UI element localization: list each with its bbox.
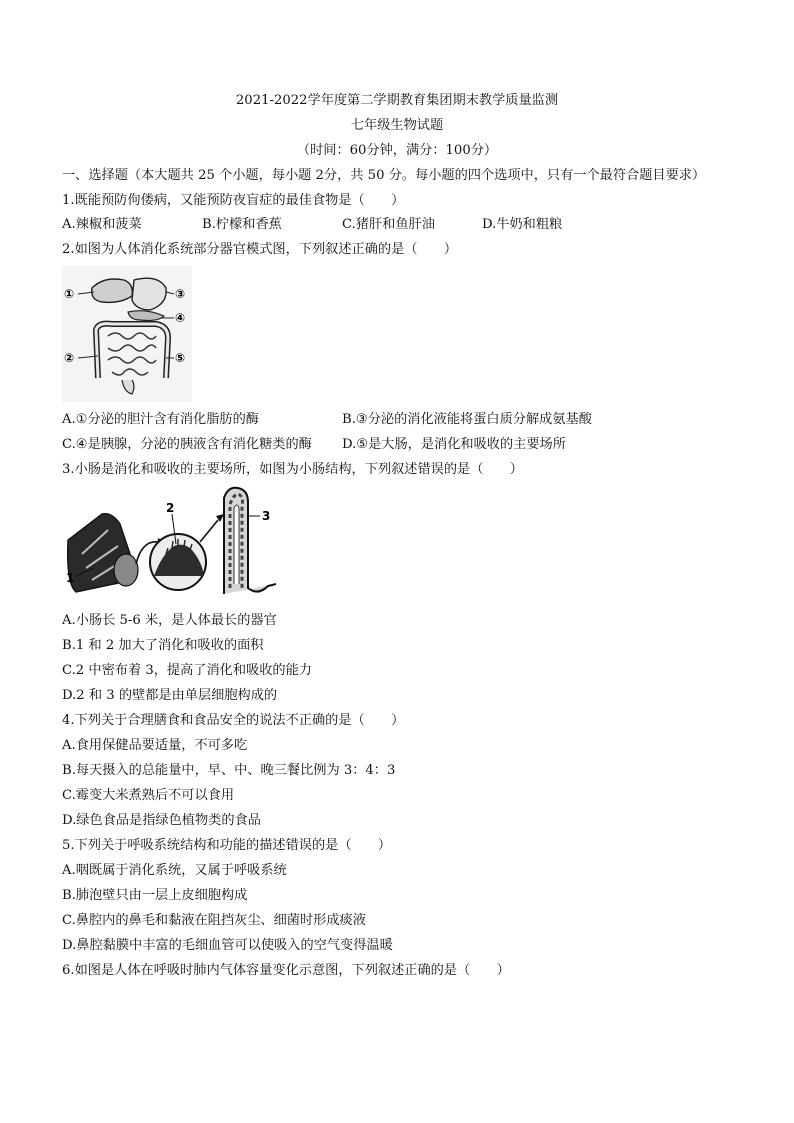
q3-option-b: B.1 和 2 加大了消化和吸收的面积 <box>62 638 264 653</box>
figure-label-2: 2 <box>166 501 175 515</box>
q2-option-b: B.③分泌的消化液能将蛋白质分解成氨基酸 <box>342 412 592 427</box>
q1-stem: 1.既能预防佝偻病，又能预防夜盲症的最佳食物是（ ） <box>62 193 405 208</box>
arrow-to-villus <box>200 520 218 542</box>
q1-option-d: D.牛奶和粗粮 <box>482 217 563 232</box>
q4-option-c: C.霉变大米煮熟后不可以食用 <box>62 788 235 803</box>
q2-option-a: A.①分泌的胆汁含有消化脂肪的酶 <box>62 412 259 427</box>
q5-option-d: D.鼻腔黏膜中丰富的毛细血管可以使吸入的空气变得温暖 <box>62 938 393 953</box>
figure-label-1: 1 <box>66 571 75 585</box>
intestine-opening <box>114 554 138 586</box>
lacteal <box>234 505 239 584</box>
q6-stem: 6.如图是人体在呼吸时肺内气体容量变化示意图，下列叙述正确的是（ ） <box>62 963 510 978</box>
figure-label-3: 3 <box>262 509 271 523</box>
q2-option-d: D.⑤是大肠，是消化和吸收的主要场所 <box>342 437 566 452</box>
exam-title: 2021-2022学年度第二学期教育集团期末教学质量监测 <box>235 93 559 108</box>
q3-option-a: A.小肠长 5-6 米，是人体最长的器官 <box>62 613 277 628</box>
q2-option-c: C.④是胰腺，分泌的胰液含有消化糖类的酶 <box>62 437 312 452</box>
q5-option-b: B.肺泡壁只由一层上皮细胞构成 <box>62 888 248 903</box>
q4-option-d: D.绿色食品是指绿色植物类的食品 <box>62 813 261 828</box>
figure-label-3: ③ <box>175 287 186 301</box>
figure-label-4: ④ <box>175 311 186 325</box>
q5-stem: 5.下列关于呼吸系统结构和功能的描述错误的是（ ） <box>62 838 392 853</box>
q5-option-c: C.鼻腔内的鼻毛和黏液在阻挡灰尘、细菌时形成痰液 <box>62 913 366 928</box>
q4-stem: 4.下列关于合理膳食和食品安全的说法不正确的是（ ） <box>62 713 405 728</box>
q3-option-c: C.2 中密布着 3，提高了消化和吸收的能力 <box>62 663 312 678</box>
q1-option-b: B.柠檬和香蕉 <box>202 217 282 232</box>
q1-option-c: C.猪肝和鱼肝油 <box>342 217 435 232</box>
figure-label-1: ① <box>64 287 75 301</box>
exam-subtitle: 七年级生物试题 <box>350 118 444 133</box>
q5-option-a: A.咽既属于消化系统，又属于呼吸系统 <box>62 863 287 878</box>
villus-structure <box>224 488 276 594</box>
q2-stem: 2.如图为人体消化系统部分器官模式图，下列叙述正确的是（ ） <box>62 242 458 257</box>
q4-option-a: A.食用保健品要适量，不可多吃 <box>62 738 248 753</box>
digestive-system-figure <box>62 266 192 402</box>
q4-option-b: B.每天摄入的总能量中，早、中、晚三餐比例为 3：4：3 <box>62 763 396 778</box>
q3-stem: 3.小肠是消化和吸收的主要场所，如图为小肠结构，下列叙述错误的是（ ） <box>62 462 523 477</box>
q3-option-d: D.2 和 3 的壁都是由单层细胞构成的 <box>62 688 278 703</box>
q1-option-a: A.辣椒和菠菜 <box>62 217 142 232</box>
section-heading: 一、选择题（本大题共 25 个小题，每小题 2分，共 50 分。每小题的四个选项中，只有一个最符合题目要求） <box>62 168 706 183</box>
figure-label-2: ② <box>64 351 75 365</box>
small-intestine-figure <box>62 484 294 602</box>
figure-label-5: ⑤ <box>175 351 186 365</box>
exam-info: （时间：60分钟，满分：100分） <box>296 143 498 158</box>
